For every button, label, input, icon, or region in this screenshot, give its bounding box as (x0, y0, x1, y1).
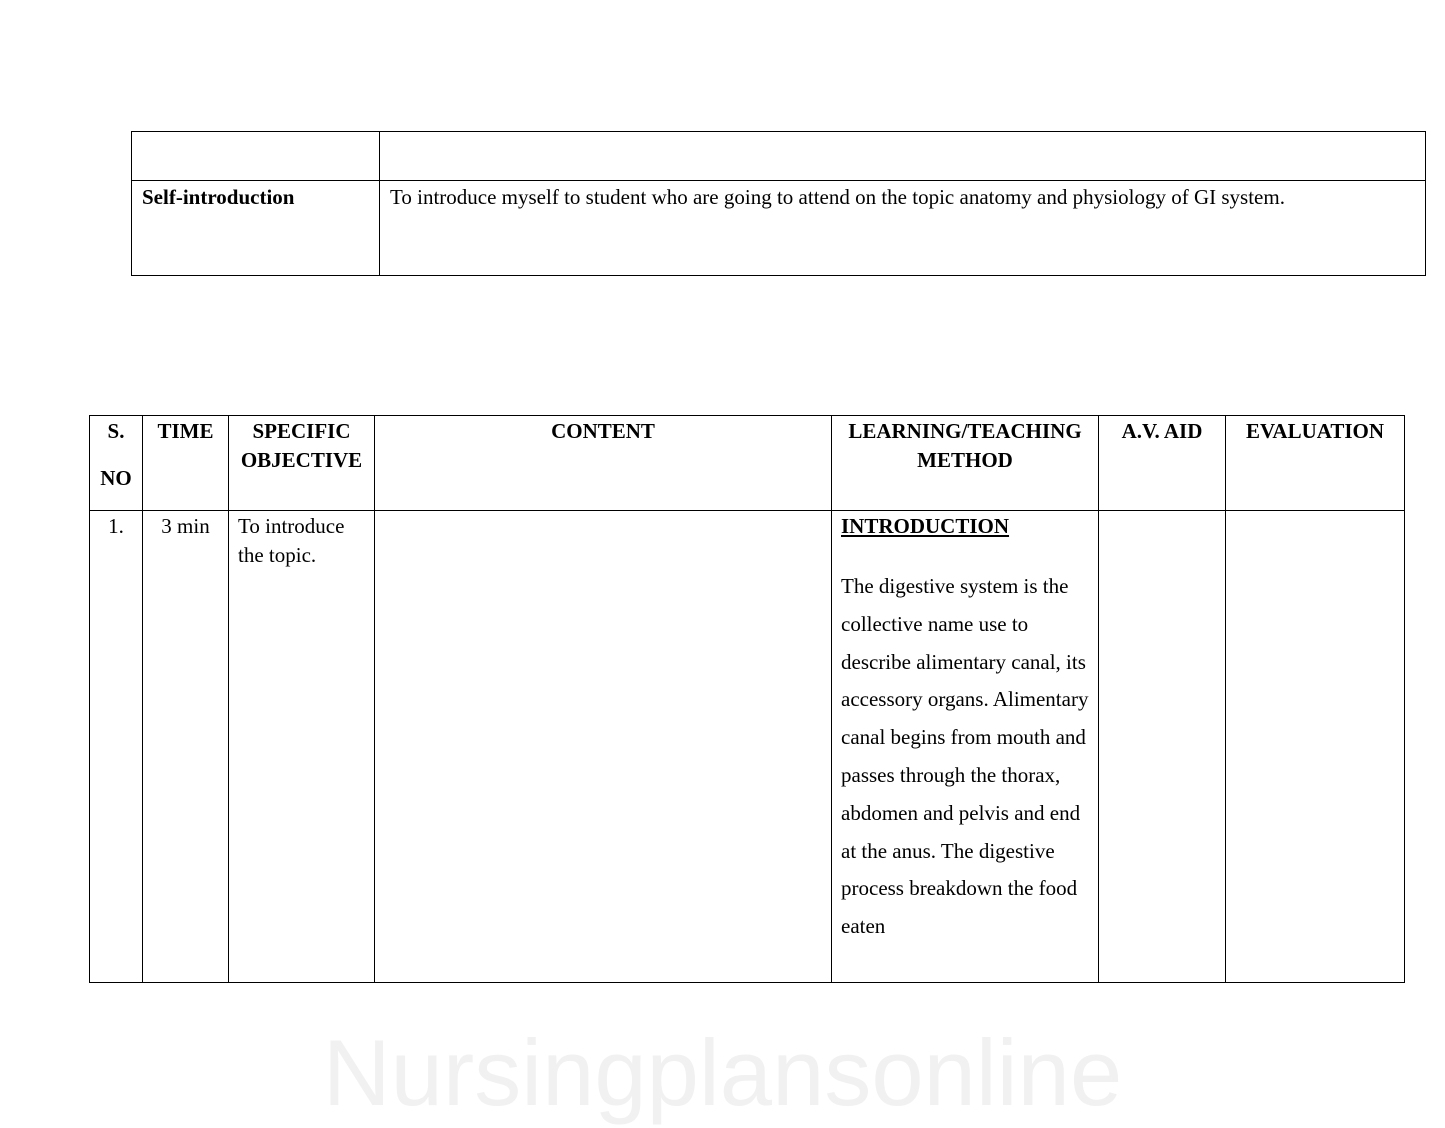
intro-blank-label-cell (132, 132, 380, 181)
header-sno-line1: S. (107, 419, 125, 443)
header-evaluation: EVALUATION (1226, 416, 1405, 511)
self-introduction-table (131, 131, 1426, 276)
method-heading: INTRODUCTION (841, 514, 1010, 538)
header-time: TIME (143, 416, 229, 511)
cell-time: 3 min (143, 511, 229, 983)
header-objective-line1: SPECIFIC (252, 419, 351, 443)
header-row (90, 416, 1405, 511)
header-method-line1: LEARNING/TEACHING (848, 419, 1082, 443)
header-learning-teaching-method (832, 416, 1099, 511)
table-row (90, 511, 1405, 983)
self-introduction-label: Self-introduction (132, 181, 380, 276)
self-introduction-row (132, 181, 1426, 276)
cell-sno: 1. (90, 511, 143, 983)
method-text: The digestive system is the collective name use to describe alimentary canal, its accessory organs. Alimentary canal begins from mouth and passes through the thorax, abdomen and pelvis and end at the anus. The digestive process breakdown the food eaten (841, 574, 1089, 939)
cell-content (375, 511, 832, 983)
cell-av-aid (1099, 511, 1226, 983)
header-sno-line2: NO (100, 466, 132, 490)
header-content: CONTENT (375, 416, 832, 511)
intro-blank-row (132, 132, 1426, 181)
watermark: Nursingplansonline (322, 1020, 1123, 1125)
cell-objective: To introduce the topic. (229, 511, 375, 983)
header-method-line2: METHOD (917, 448, 1013, 472)
cell-method (832, 511, 1099, 983)
header-specific-objective (229, 416, 375, 511)
lesson-plan-table (89, 415, 1405, 983)
cell-evaluation (1226, 511, 1405, 983)
intro-blank-text-cell (380, 132, 1426, 181)
header-objective-line2: OBJECTIVE (240, 448, 363, 472)
header-av-aid: A.V. AID (1099, 416, 1226, 511)
header-sno (90, 416, 143, 511)
self-introduction-text: To introduce myself to student who are going to attend on the topic anatomy and physiology of GI system. (380, 181, 1426, 276)
